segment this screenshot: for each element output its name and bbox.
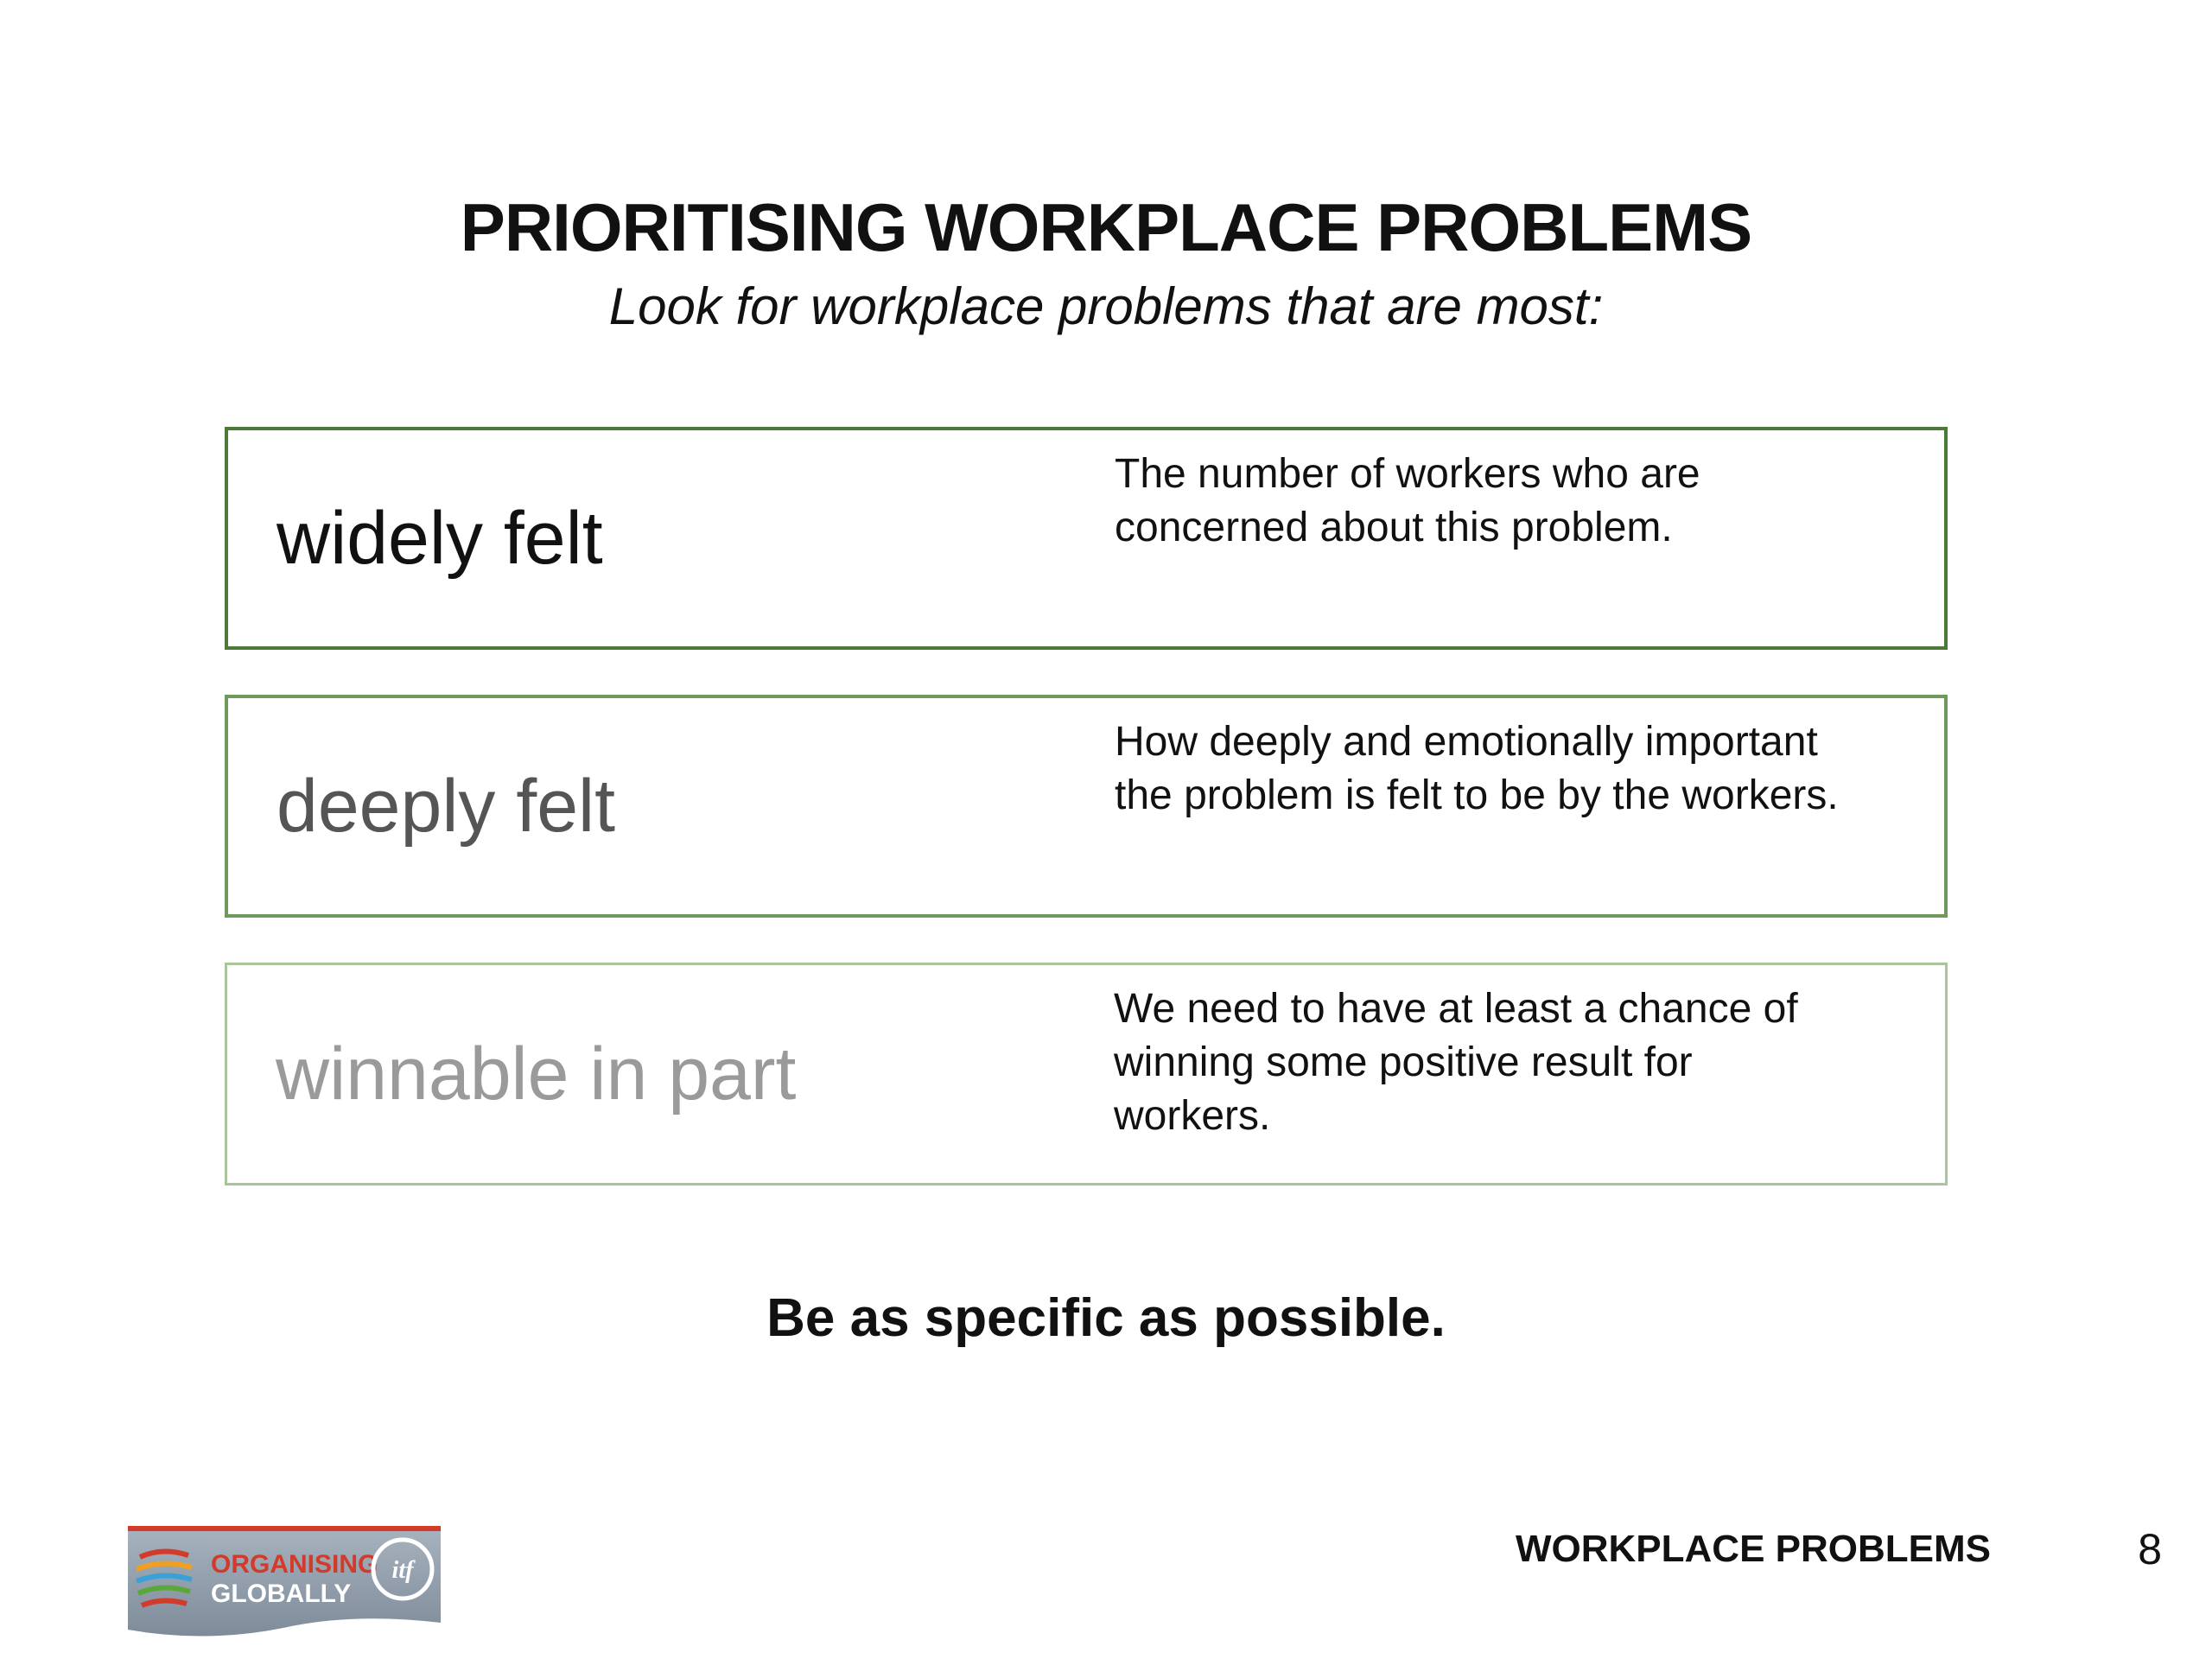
tagline: Be as specific as possible. xyxy=(766,1288,1446,1348)
logo-text-line1: ORGANISING xyxy=(211,1550,378,1579)
criterion-description: We need to have at least a chance of winning some positive result for workers. xyxy=(1114,986,1798,1139)
criterion-description: The number of workers who are concerned about this problem. xyxy=(1115,451,1700,550)
criterion-term: deeply felt xyxy=(276,764,616,848)
criterion-card-widely-felt xyxy=(225,427,1948,650)
slide-title: PRIORITISING WORKPLACE PROBLEMS xyxy=(460,189,1752,265)
slide-subtitle: Look for workplace problems that are most: xyxy=(608,277,1604,335)
criterion-term: widely felt xyxy=(276,496,603,580)
page-number: 8 xyxy=(2138,1525,2162,1573)
criterion-card-deeply-felt xyxy=(225,695,1948,918)
organising-globally-logo xyxy=(128,1526,441,1638)
criterion-term: winnable in part xyxy=(276,1032,797,1116)
logo-mark: itf xyxy=(391,1557,414,1584)
criterion-card-winnable-in-part xyxy=(225,963,1948,1185)
logo-text-line2: GLOBALLY xyxy=(211,1580,352,1608)
footer-section-label: WORKPLACE PROBLEMS xyxy=(1516,1528,1991,1570)
criterion-description: How deeply and emotionally important the problem is felt to be by the workers. xyxy=(1115,719,1839,818)
